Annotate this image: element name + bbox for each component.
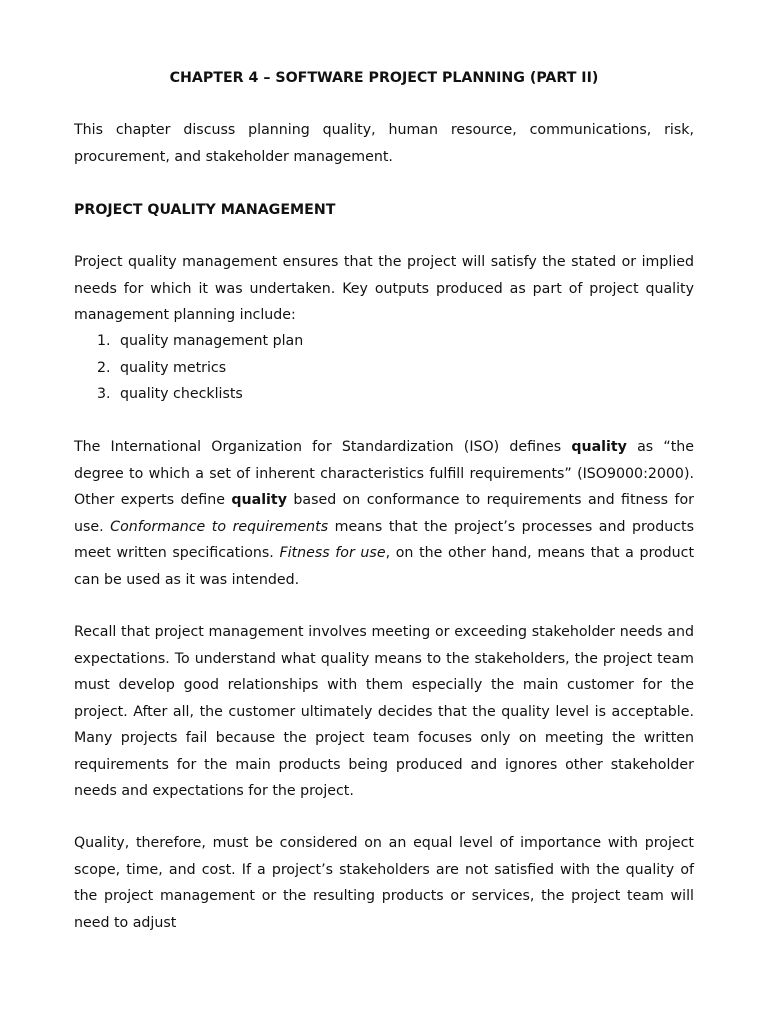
key-outputs-list <box>74 328 694 408</box>
list-item <box>74 381 694 408</box>
text-run: as “the degree to which a set of inherent characteristics fulfill requirements” (ISO9000:2000). Other experts define <box>74 439 694 508</box>
list-item <box>74 355 694 382</box>
section-heading: PROJECT QUALITY MANAGEMENT <box>74 202 336 218</box>
italic-term: Conformance to requirements <box>110 518 329 535</box>
bold-term: quality <box>231 492 287 508</box>
list-item-text: quality checklists <box>120 386 243 402</box>
italic-term: Fitness for use <box>279 545 386 561</box>
stakeholder-needs-paragraph: Recall that project management involves meeting or exceeding stakeholder needs and expectations. To understand what quality means to the stakeholders, the project team must develop good relationships with them especially the main customer for the project. After all, the customer ultimately decides that the quality level is acceptable. Many projects fail because the project team focuses only on meeting the written requirements for the main products being produced and ignores other stakeholder needs and expectations for the project. <box>74 624 694 799</box>
chapter-title: CHAPTER 4 – SOFTWARE PROJECT PLANNING (PART II) <box>169 70 599 86</box>
bold-term: quality <box>571 439 627 455</box>
list-item-number: 3. <box>97 386 111 402</box>
text-run: , on the other hand, means that a product can be used as it was intended. <box>74 545 695 588</box>
list-item-text: quality management plan <box>120 333 304 349</box>
iso-definition-paragraph <box>74 434 694 593</box>
list-item-text: quality metrics <box>120 359 227 376</box>
list-item <box>74 328 694 355</box>
text-run: The International Organization for Standardization (ISO) defines <box>74 439 572 455</box>
list-item-number: 2. <box>97 359 111 376</box>
quality-importance-paragraph: Quality, therefore, must be considered on an equal level of importance with project scope, time, and cost. If a project’s stakeholders are not satisfied with the quality of the project management or the resulting products or services, the project team will need to adjust <box>74 835 694 931</box>
quality-management-paragraph: Project quality management ensures that the project will satisfy the stated or implied needs for which it was undertaken. Key outputs produced as part of project quality management planning include: <box>74 254 694 323</box>
list-item-number: 1. <box>97 333 111 349</box>
text-run: means that the project’s processes and products meet written specifications. <box>74 518 694 561</box>
intro-paragraph: This chapter discuss planning quality, human resource, communications, risk, procurement, and stakeholder management. <box>74 122 694 165</box>
text-run: based on conformance to requirements and fitness for use. <box>74 492 694 535</box>
